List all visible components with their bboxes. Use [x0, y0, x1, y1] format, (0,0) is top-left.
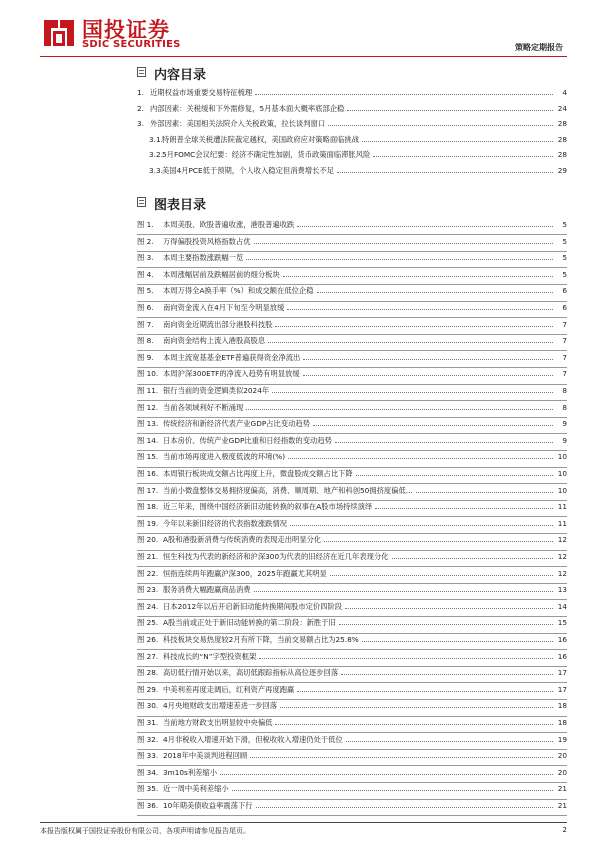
figure-row[interactable] [137, 716, 567, 729]
toc-row-title: 外部因素：美国相关法院介入关税政策，拉长谈判窗口 [150, 119, 326, 128]
figure-row-title: 万得偏股投资风格指数占优 [163, 236, 251, 246]
figure-row-page: 21 [557, 784, 567, 794]
report-type-label: 策略定期报告 [515, 43, 563, 52]
figure-row-title: 南向资金近期流出部分港股科技股 [163, 319, 273, 329]
figure-row-number: 图 6. [137, 303, 154, 312]
figure-row-leader [250, 757, 553, 758]
figure-row-page: 11 [557, 518, 567, 528]
figure-row-page: 10 [557, 485, 567, 495]
toc-row[interactable] [137, 102, 567, 115]
figure-row-title: 4月非税收入增速开始下滑，但税收收入增速仍处于低位 [163, 734, 343, 744]
figure-row-number: 图 30. [137, 701, 159, 711]
page-number: 2 [562, 826, 567, 834]
figure-row-number: 图 29. [137, 684, 159, 694]
figure-row-page: 17 [557, 668, 567, 678]
contents-title: 内容目录 [154, 68, 207, 83]
toc-row-number: 3.2. [149, 150, 163, 159]
figure-row[interactable] [137, 500, 567, 513]
figure-row-number: 图 22. [137, 568, 159, 578]
figure-row-leader [341, 674, 553, 675]
figure-row-title: 本周沪深300ETF的净流入趋势有明显放缓 [163, 369, 300, 379]
figure-row[interactable] [137, 583, 567, 596]
figure-row-leader [375, 508, 553, 509]
copyright-note: 本报告版权属于国投证券股份有限公司，各项声明请参见报告尾页。 [40, 827, 250, 835]
figure-row-title: 2018年中美谈判进程回顾 [163, 751, 248, 761]
figure-row-number: 图 16. [137, 469, 159, 478]
figure-row-page: 12 [557, 535, 567, 545]
figure-row-leader [335, 442, 553, 443]
toc-row-leader [328, 125, 553, 126]
figure-row-number: 图 7. [137, 319, 154, 329]
figure-row[interactable] [137, 766, 567, 779]
figures-title: 图表目录 [154, 198, 207, 213]
figure-row-number: 图 25. [137, 618, 159, 628]
figure-row-page: 18 [557, 718, 567, 727]
figure-row[interactable] [137, 666, 567, 679]
figure-row-number: 图 5. [137, 286, 154, 296]
figure-row[interactable] [137, 351, 567, 364]
figure-row-title: 科技板块交易热度较2月有所下降，当前交易额占比为25.8% [163, 635, 359, 644]
figure-row-leader [275, 326, 553, 327]
figure-row[interactable] [137, 517, 567, 530]
figure-row-title: 日本2012年以后开启新旧动能转换期间股市定价四阶段 [163, 601, 343, 611]
figure-row-page: 11 [557, 502, 567, 512]
figure-row-title: 当前小微盘整体交易拥挤度偏高，消费、顺周期、地产和科创50拥挤度偏低... [163, 485, 413, 495]
figure-row-number: 图 26. [137, 635, 159, 644]
figure-row[interactable] [137, 533, 567, 546]
figure-row[interactable] [137, 334, 567, 347]
figure-row-title: 今年以来新旧经济的代表指数涨跌情况 [163, 518, 288, 528]
figure-row-number: 图 28. [137, 668, 159, 678]
figure-row-leader [256, 807, 553, 808]
figure-row[interactable] [137, 417, 567, 430]
figure-row-title: A股当前或正处于新旧动能转换的第二阶段：新胜于旧 [163, 618, 336, 628]
figure-row-title: 4月央地财政支出增速差进一步回落 [163, 701, 278, 711]
figure-row-number: 图 34. [137, 767, 159, 777]
figure-row-title: 3m10s利差缩小 [163, 767, 218, 777]
toc-row[interactable] [137, 148, 567, 161]
figure-row-leader [254, 591, 553, 592]
figure-row-number: 图 1. [137, 220, 154, 229]
toc-row-page: 29 [557, 165, 567, 175]
figure-row-title: 南向资金结构上流入港股高股息 [163, 336, 266, 346]
figure-row-leader [345, 608, 553, 609]
figure-row[interactable] [137, 235, 567, 248]
contents-heading [137, 64, 567, 82]
figure-row[interactable] [137, 799, 567, 812]
figure-row[interactable] [137, 367, 567, 380]
figure-row-leader [324, 541, 553, 542]
figure-row-title: 日本房价、传统产业GDP比重和日经指数的变动趋势 [163, 435, 332, 445]
figure-row-title: 服务消费大幅跑赢商品消费 [163, 585, 251, 595]
figure-row-divider [137, 815, 567, 816]
figure-row-leader [330, 575, 553, 576]
figure-row-leader [416, 492, 553, 493]
figure-row-leader [288, 458, 553, 459]
figure-row-page: 8 [562, 386, 567, 395]
figure-row-number: 图 17. [137, 485, 159, 495]
figure-row-title: 恒指连续两年跑赢沪深300，2025年跑赢尤其明显 [163, 568, 327, 578]
figure-row-leader [297, 691, 553, 692]
figure-row[interactable] [137, 268, 567, 281]
figure-row[interactable] [137, 749, 567, 762]
figure-row-number: 图 33. [137, 751, 159, 761]
figure-row[interactable] [137, 733, 567, 746]
figure-row-page: 19 [557, 734, 567, 744]
toc-row-page: 24 [557, 103, 567, 113]
figure-row-page: 18 [557, 701, 567, 711]
footer-divider [40, 822, 567, 823]
figure-row-page: 5 [562, 236, 567, 246]
figure-row-title: 当前市场再度进入极度低波的环境(%) [163, 452, 286, 462]
figure-row-number: 图 2. [137, 236, 154, 246]
figure-row-number: 图 4. [137, 269, 154, 279]
figure-row-leader [246, 409, 553, 410]
figure-row-page: 5 [562, 253, 567, 263]
figure-row[interactable] [137, 284, 567, 297]
toc-row-leader [337, 172, 553, 173]
toc-row[interactable] [137, 86, 567, 99]
figure-row-page: 17 [557, 684, 567, 694]
figure-row-number: 图 31. [137, 718, 159, 727]
figure-row-number: 图 10. [137, 369, 159, 379]
figure-row-leader [290, 525, 553, 526]
figure-row[interactable] [137, 301, 567, 314]
figure-row-leader [362, 641, 553, 642]
page-header [0, 0, 595, 62]
toc-row-number: 3.3. [149, 165, 163, 175]
figure-row-page: 16 [557, 635, 567, 644]
figure-row-page: 8 [562, 402, 567, 412]
figure-row[interactable] [137, 218, 567, 231]
figure-row-title: 10年期美债收益率震荡下行 [163, 801, 253, 810]
figure-row-title: 科技成长的“N”字型投资框架 [163, 651, 257, 661]
toc-row-leader [362, 141, 553, 142]
figure-row[interactable] [137, 699, 567, 712]
toc-row-page: 4 [562, 88, 567, 97]
figure-row-leader [392, 558, 553, 559]
figure-row-page: 20 [557, 751, 567, 761]
figure-row-page: 7 [562, 336, 567, 346]
figure-row-leader [346, 741, 553, 742]
toc-row-number: 2. [137, 103, 144, 113]
toc-row[interactable] [137, 164, 567, 177]
figure-row-leader [303, 375, 553, 376]
toc-row-page: 28 [557, 150, 567, 159]
figure-row-title: 近一周中美利差缩小 [163, 784, 229, 794]
toc-row-page: 28 [557, 134, 567, 144]
figure-row-number: 图 13. [137, 419, 159, 429]
figure-row-title: 本周银行板块成交额占比再度上升，微盘股成交额占比下降 [163, 469, 353, 478]
toc-row-leader [255, 94, 553, 95]
figure-row-number: 图 11. [137, 386, 159, 395]
figure-row-leader [287, 309, 553, 310]
figure-row-page: 10 [557, 452, 567, 462]
figure-row-title: 本周涨幅居前及跌幅居前的细分板块 [163, 269, 280, 279]
figure-row-leader [246, 259, 553, 260]
figure-row[interactable] [137, 450, 567, 463]
figure-row-leader [313, 425, 553, 426]
figure-row-number: 图 9. [137, 352, 154, 362]
sdic-logo-icon [40, 14, 78, 52]
figure-row-title: 当前各领域利好不断涌现 [163, 402, 244, 412]
figure-row[interactable] [137, 633, 567, 646]
figure-row-number: 图 19. [137, 518, 159, 528]
figure-row-title: A股和港股新消费与传统消费的表现走出明显分化 [163, 535, 322, 545]
figure-row-number: 图 24. [137, 601, 159, 611]
figure-row-title: 近三年来，围绕中国经济新旧动能转换的叙事在A股市场持续演绎 [163, 502, 373, 512]
figure-row-number: 图 14. [137, 435, 159, 445]
figure-row-title: 恒生科技为代表的新经济和沪深300为代表的旧经济在近几年表现分化 [163, 552, 389, 561]
figure-row-leader [232, 790, 553, 791]
toc-row-number: 3.1. [149, 134, 163, 144]
figure-row[interactable] [137, 782, 567, 795]
figure-row-page: 5 [562, 220, 567, 229]
figure-row-leader [297, 226, 553, 227]
figure-row-page: 7 [562, 352, 567, 362]
figure-row[interactable] [137, 567, 567, 580]
figure-row-page: 21 [557, 801, 567, 810]
figure-row-number: 图 32. [137, 734, 159, 744]
figure-row-number: 图 8. [137, 336, 154, 346]
toc-row[interactable] [137, 117, 567, 130]
figures-section [137, 194, 567, 814]
contents-section [137, 64, 567, 184]
toc-row-title: 近期权益市场重要交易特征梳理 [150, 88, 253, 97]
figure-row-number: 图 35. [137, 784, 159, 794]
figures-heading [137, 194, 567, 212]
figure-row[interactable] [137, 600, 567, 613]
figure-row[interactable] [137, 434, 567, 447]
toc-row-number: 1. [137, 88, 144, 97]
figure-row-title: 传统经济和新经济代表产业GDP占比变动趋势 [163, 419, 311, 429]
figure-row-page: 7 [562, 369, 567, 379]
figure-row-page: 6 [562, 286, 567, 296]
figure-row-leader [303, 359, 553, 360]
figure-row[interactable] [137, 484, 567, 497]
figure-row-leader [275, 724, 553, 725]
figure-row-page: 12 [557, 552, 567, 561]
header-divider [40, 56, 567, 57]
figure-row-page: 5 [562, 269, 567, 279]
figure-row-number: 图 15. [137, 452, 159, 462]
figure-row-page: 13 [557, 585, 567, 595]
figure-row[interactable] [137, 251, 567, 264]
figure-row-title: 本周主要指数涨跌幅一览 [163, 253, 244, 263]
figure-row[interactable] [137, 550, 567, 563]
figure-row[interactable] [137, 650, 567, 663]
logo-chinese-name: 国投证券 [82, 18, 170, 42]
figure-row-page: 9 [562, 419, 567, 429]
figure-row-title: 银行当前的资金逻辑类似2024年 [163, 386, 270, 395]
figure-row-number: 图 18. [137, 502, 159, 512]
figure-row[interactable] [137, 384, 567, 397]
figure-row-title: 本周美股、欧股普遍收涨，港股普遍收跌 [163, 220, 295, 229]
figure-row[interactable] [137, 683, 567, 696]
toc-row[interactable] [137, 133, 567, 146]
figure-row-number: 图 12. [137, 402, 159, 412]
figure-row-page: 6 [562, 303, 567, 312]
figure-row-title: 本周万得全A换手率（%）和成交额在低位企稳 [163, 286, 314, 296]
company-logo [40, 14, 240, 54]
toc-row-leader [347, 110, 553, 111]
figure-row-title: 本周主流宽基基金ETF普遍获得资金净流出 [163, 352, 301, 362]
figure-row-leader [317, 292, 553, 293]
figure-row-number: 图 3. [137, 253, 154, 263]
figure-row-number: 图 20. [137, 535, 159, 545]
toc-row-title: 特朗普全球关税遭法院裁定越权，美国政府应对策略面临挑战 [162, 134, 360, 144]
figure-row-leader [283, 276, 553, 277]
figure-row-page: 15 [557, 618, 567, 628]
figure-row-leader [356, 475, 553, 476]
toc-row-page: 28 [557, 119, 567, 128]
list-icon [137, 67, 146, 77]
figure-row-number: 图 21. [137, 552, 159, 561]
figure-row-leader [280, 707, 553, 708]
figure-row-number: 图 23. [137, 585, 159, 595]
figure-row-page: 9 [562, 435, 567, 445]
logo-english-name: SDIC SECURITIES [82, 39, 181, 50]
figure-row-title: 南向资金流入在4月下旬至今明显放缓 [163, 303, 285, 312]
figure-row-page: 14 [557, 601, 567, 611]
figure-row-page: 7 [562, 319, 567, 329]
figure-row-leader [220, 774, 553, 775]
figure-row[interactable] [137, 616, 567, 629]
figure-row[interactable] [137, 467, 567, 480]
figure-row[interactable] [137, 401, 567, 414]
figure-row-leader [259, 658, 553, 659]
toc-row-number: 3. [137, 119, 144, 128]
list-icon [137, 197, 146, 207]
toc-row-title: 5月FOMC会议纪要：经济不确定性加剧，货币政策面临滞胀风险 [162, 150, 371, 159]
figure-row-page: 10 [557, 469, 567, 478]
figure-row-page: 16 [557, 651, 567, 661]
toc-row-title: 美国4月PCE低于预期，个人收入稳定但消费增长不足 [162, 165, 334, 175]
figure-row[interactable] [137, 318, 567, 331]
figure-row-leader [339, 624, 553, 625]
figure-row-number: 图 36. [137, 801, 159, 810]
figure-row-number: 图 27. [137, 651, 159, 661]
figure-row-title: 高切低行情开始以来，高切低跟踪指标从高位逐步回落 [163, 668, 339, 678]
toc-row-leader [373, 156, 553, 157]
figure-row-page: 12 [557, 568, 567, 578]
figure-row-leader [268, 342, 553, 343]
figure-row-leader [254, 243, 553, 244]
figure-row-page: 20 [557, 767, 567, 777]
figure-row-title: 中美利差再度走阔后，红利资产再度跑赢 [163, 684, 295, 694]
toc-row-title: 内部因素：关税缓和下外需修复，5月基本面大概率底部企稳 [150, 103, 345, 113]
figure-row-title: 当前地方财政支出明显较中央偏低 [163, 718, 273, 727]
figure-row-leader [272, 392, 553, 393]
